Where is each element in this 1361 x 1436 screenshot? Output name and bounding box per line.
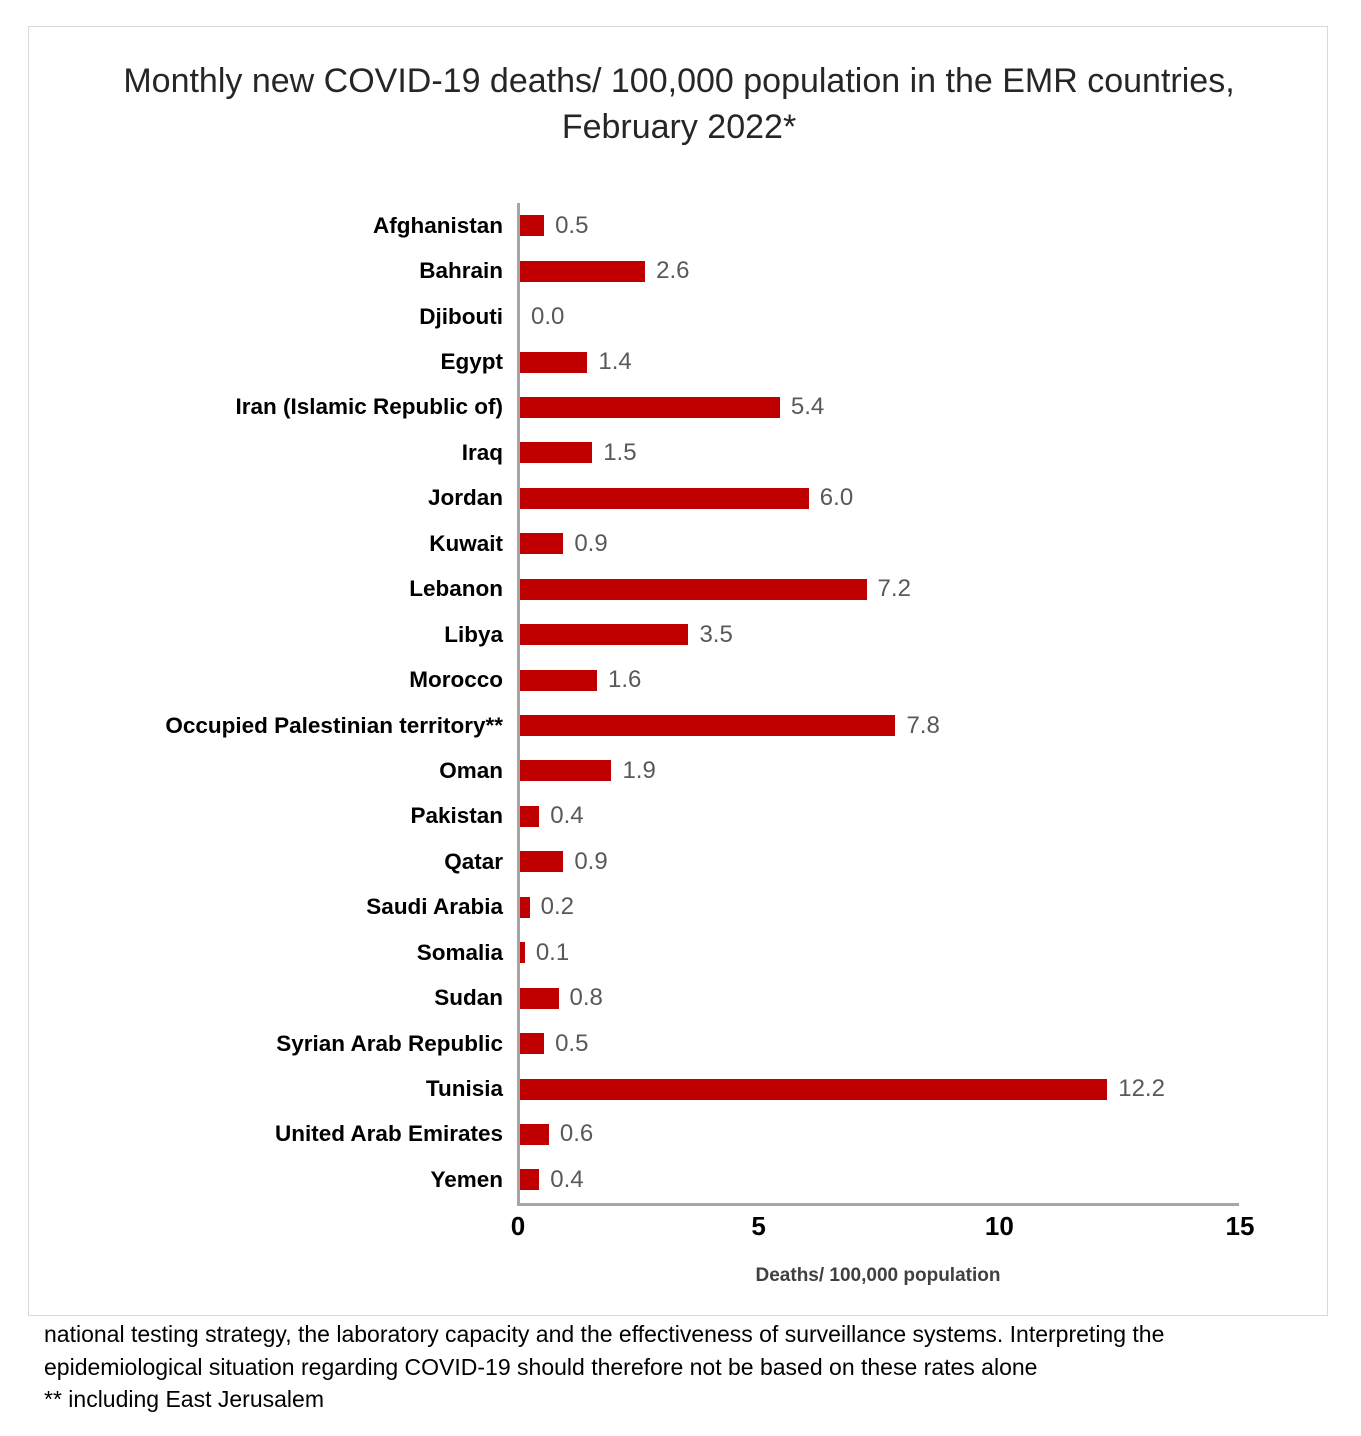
bar-row — [29, 567, 1329, 612]
x-axis-ticks — [29, 1211, 1329, 1251]
bar — [520, 760, 611, 781]
bar-category-label: Sudan — [434, 985, 503, 1011]
bar-container — [520, 839, 1240, 884]
bar-row — [29, 748, 1329, 793]
bar-row — [29, 521, 1329, 566]
bar-row — [29, 203, 1329, 248]
bar-value-label: 2.6 — [656, 257, 690, 285]
bar-container — [520, 612, 1240, 657]
bar-category-label: Saudi Arabia — [366, 894, 503, 920]
bar-category-label: Pakistan — [410, 803, 503, 829]
bar — [520, 670, 597, 691]
bar-row — [29, 703, 1329, 748]
bar-rows — [29, 203, 1329, 1203]
bar-container — [520, 248, 1240, 293]
bar-container — [520, 1021, 1240, 1066]
bar-container — [520, 1157, 1240, 1202]
bar-container — [520, 1066, 1240, 1111]
bar-container — [520, 521, 1240, 566]
bar-category-label: Afghanistan — [372, 212, 503, 238]
bar-container — [520, 885, 1240, 930]
bar-container — [520, 1112, 1240, 1157]
bar-value-label: 0.0 — [531, 302, 565, 330]
bar-container — [520, 476, 1240, 521]
bar — [520, 988, 559, 1009]
bar — [520, 1124, 549, 1145]
chart-card — [28, 26, 1328, 1316]
bar-value-label: 7.2 — [877, 575, 911, 603]
bar-value-label: 6.0 — [819, 484, 854, 512]
bar — [520, 1079, 1107, 1100]
x-axis-tick-label: 0 — [510, 1211, 526, 1241]
bar-container — [520, 567, 1240, 612]
bar-category-label: Iran (Islamic Republic of) — [235, 394, 503, 420]
bar-category-label: Somalia — [416, 939, 503, 965]
bar-value-label: 1.5 — [603, 438, 637, 466]
bar-category-label: Kuwait — [429, 530, 503, 556]
x-axis-title: Deaths/ 100,000 population — [755, 1265, 1001, 1286]
bar-category-label: Djibouti — [419, 303, 503, 329]
bar — [520, 352, 587, 373]
footnote-line-3: ** including East Jerusalem — [44, 1386, 324, 1413]
bar-value-label: 0.6 — [559, 1120, 594, 1148]
bar-container — [520, 703, 1240, 748]
plot-area — [29, 185, 1329, 1286]
bar-value-label: 0.9 — [574, 529, 608, 557]
bar — [520, 579, 867, 600]
bar — [520, 851, 563, 872]
bar-value-label: 1.4 — [598, 348, 632, 376]
bar — [520, 533, 563, 554]
bar-row — [29, 839, 1329, 884]
bar-row — [29, 430, 1329, 475]
bar-value-label: 0.5 — [555, 1029, 589, 1057]
bar-value-label: 0.8 — [569, 984, 603, 1012]
bar-container — [520, 339, 1240, 384]
bar-container — [520, 385, 1240, 430]
bar-container — [520, 975, 1240, 1020]
bar — [520, 488, 809, 509]
bar — [520, 442, 592, 463]
bar-category-label: Oman — [439, 757, 503, 783]
bar-category-label: Iraq — [461, 439, 503, 465]
bar-row — [29, 339, 1329, 384]
bar-container — [520, 930, 1240, 975]
bar-container — [520, 657, 1240, 702]
bar-value-label: 12.2 — [1118, 1075, 1165, 1103]
bar-row — [29, 248, 1329, 293]
bar — [520, 897, 530, 918]
x-axis-tick-label: 10 — [984, 1211, 1014, 1241]
footnotes — [44, 1318, 1334, 1416]
bar-value-label: 7.8 — [906, 711, 940, 739]
bar-row — [29, 476, 1329, 521]
bar-value-label: 0.9 — [574, 847, 608, 875]
x-axis-line — [517, 1203, 1239, 1206]
bar-value-label: 0.2 — [540, 893, 574, 921]
bar-category-label: Bahrain — [419, 258, 503, 284]
bar-value-label: 5.4 — [790, 393, 825, 421]
x-axis-tick-label: 15 — [1225, 1211, 1255, 1241]
bar-category-label: Lebanon — [409, 576, 503, 602]
bar-category-label: Tunisia — [425, 1076, 503, 1102]
bar-category-label: Qatar — [444, 848, 503, 874]
bar-category-label: Yemen — [430, 1166, 503, 1192]
bar-value-label: 1.9 — [622, 756, 656, 784]
bar-row — [29, 930, 1329, 975]
bar-container — [520, 794, 1240, 839]
bar-value-label: 1.6 — [608, 666, 642, 694]
bar — [520, 806, 539, 827]
bar-row — [29, 294, 1329, 339]
bar — [520, 624, 688, 645]
bar-container — [520, 430, 1240, 475]
bar — [520, 942, 525, 963]
bar-row — [29, 1157, 1329, 1202]
bar-row — [29, 657, 1329, 702]
bar — [520, 397, 780, 418]
bar — [520, 261, 645, 282]
bar-row — [29, 975, 1329, 1020]
footnote-line-1: national testing strategy, the laboratory capacity and the effectiveness of surveillance systems. Interpreting the — [44, 1321, 1165, 1347]
bar-container — [520, 203, 1240, 248]
bar-row — [29, 1066, 1329, 1111]
bar-value-label: 0.5 — [555, 211, 589, 239]
x-axis-tick-label: 5 — [751, 1211, 766, 1241]
bar-row — [29, 612, 1329, 657]
bar-value-label: 0.1 — [535, 938, 570, 966]
bar — [520, 1169, 539, 1190]
bar-value-label: 0.4 — [550, 1165, 584, 1193]
bar-row — [29, 385, 1329, 430]
bar-category-label: Morocco — [409, 667, 503, 693]
bar-row — [29, 885, 1329, 930]
bar-category-label: Egypt — [440, 349, 503, 375]
bar-row — [29, 1112, 1329, 1157]
bar-value-label: 0.4 — [550, 802, 584, 830]
bar-category-label: United Arab Emirates — [275, 1121, 503, 1147]
bar — [520, 215, 544, 236]
bar-value-label: 3.5 — [699, 620, 733, 648]
bar-category-label: Syrian Arab Republic — [276, 1030, 503, 1056]
bar-container — [520, 294, 1240, 339]
footnote-line-2: epidemiological situation regarding COVID-19 should therefore not be based on these rates alone — [44, 1353, 1038, 1380]
bar — [520, 1033, 544, 1054]
bar-category-label: Occupied Palestinian territory** — [165, 712, 503, 738]
bar — [520, 715, 895, 736]
bar-category-label: Libya — [444, 621, 503, 647]
bar-category-label: Jordan — [427, 485, 503, 511]
bar-row — [29, 1021, 1329, 1066]
bar-row — [29, 794, 1329, 839]
chart-title: Monthly new COVID-19 deaths/ 100,000 population in the EMR countries, February 2022* — [123, 62, 1235, 146]
bar-container — [520, 748, 1240, 793]
